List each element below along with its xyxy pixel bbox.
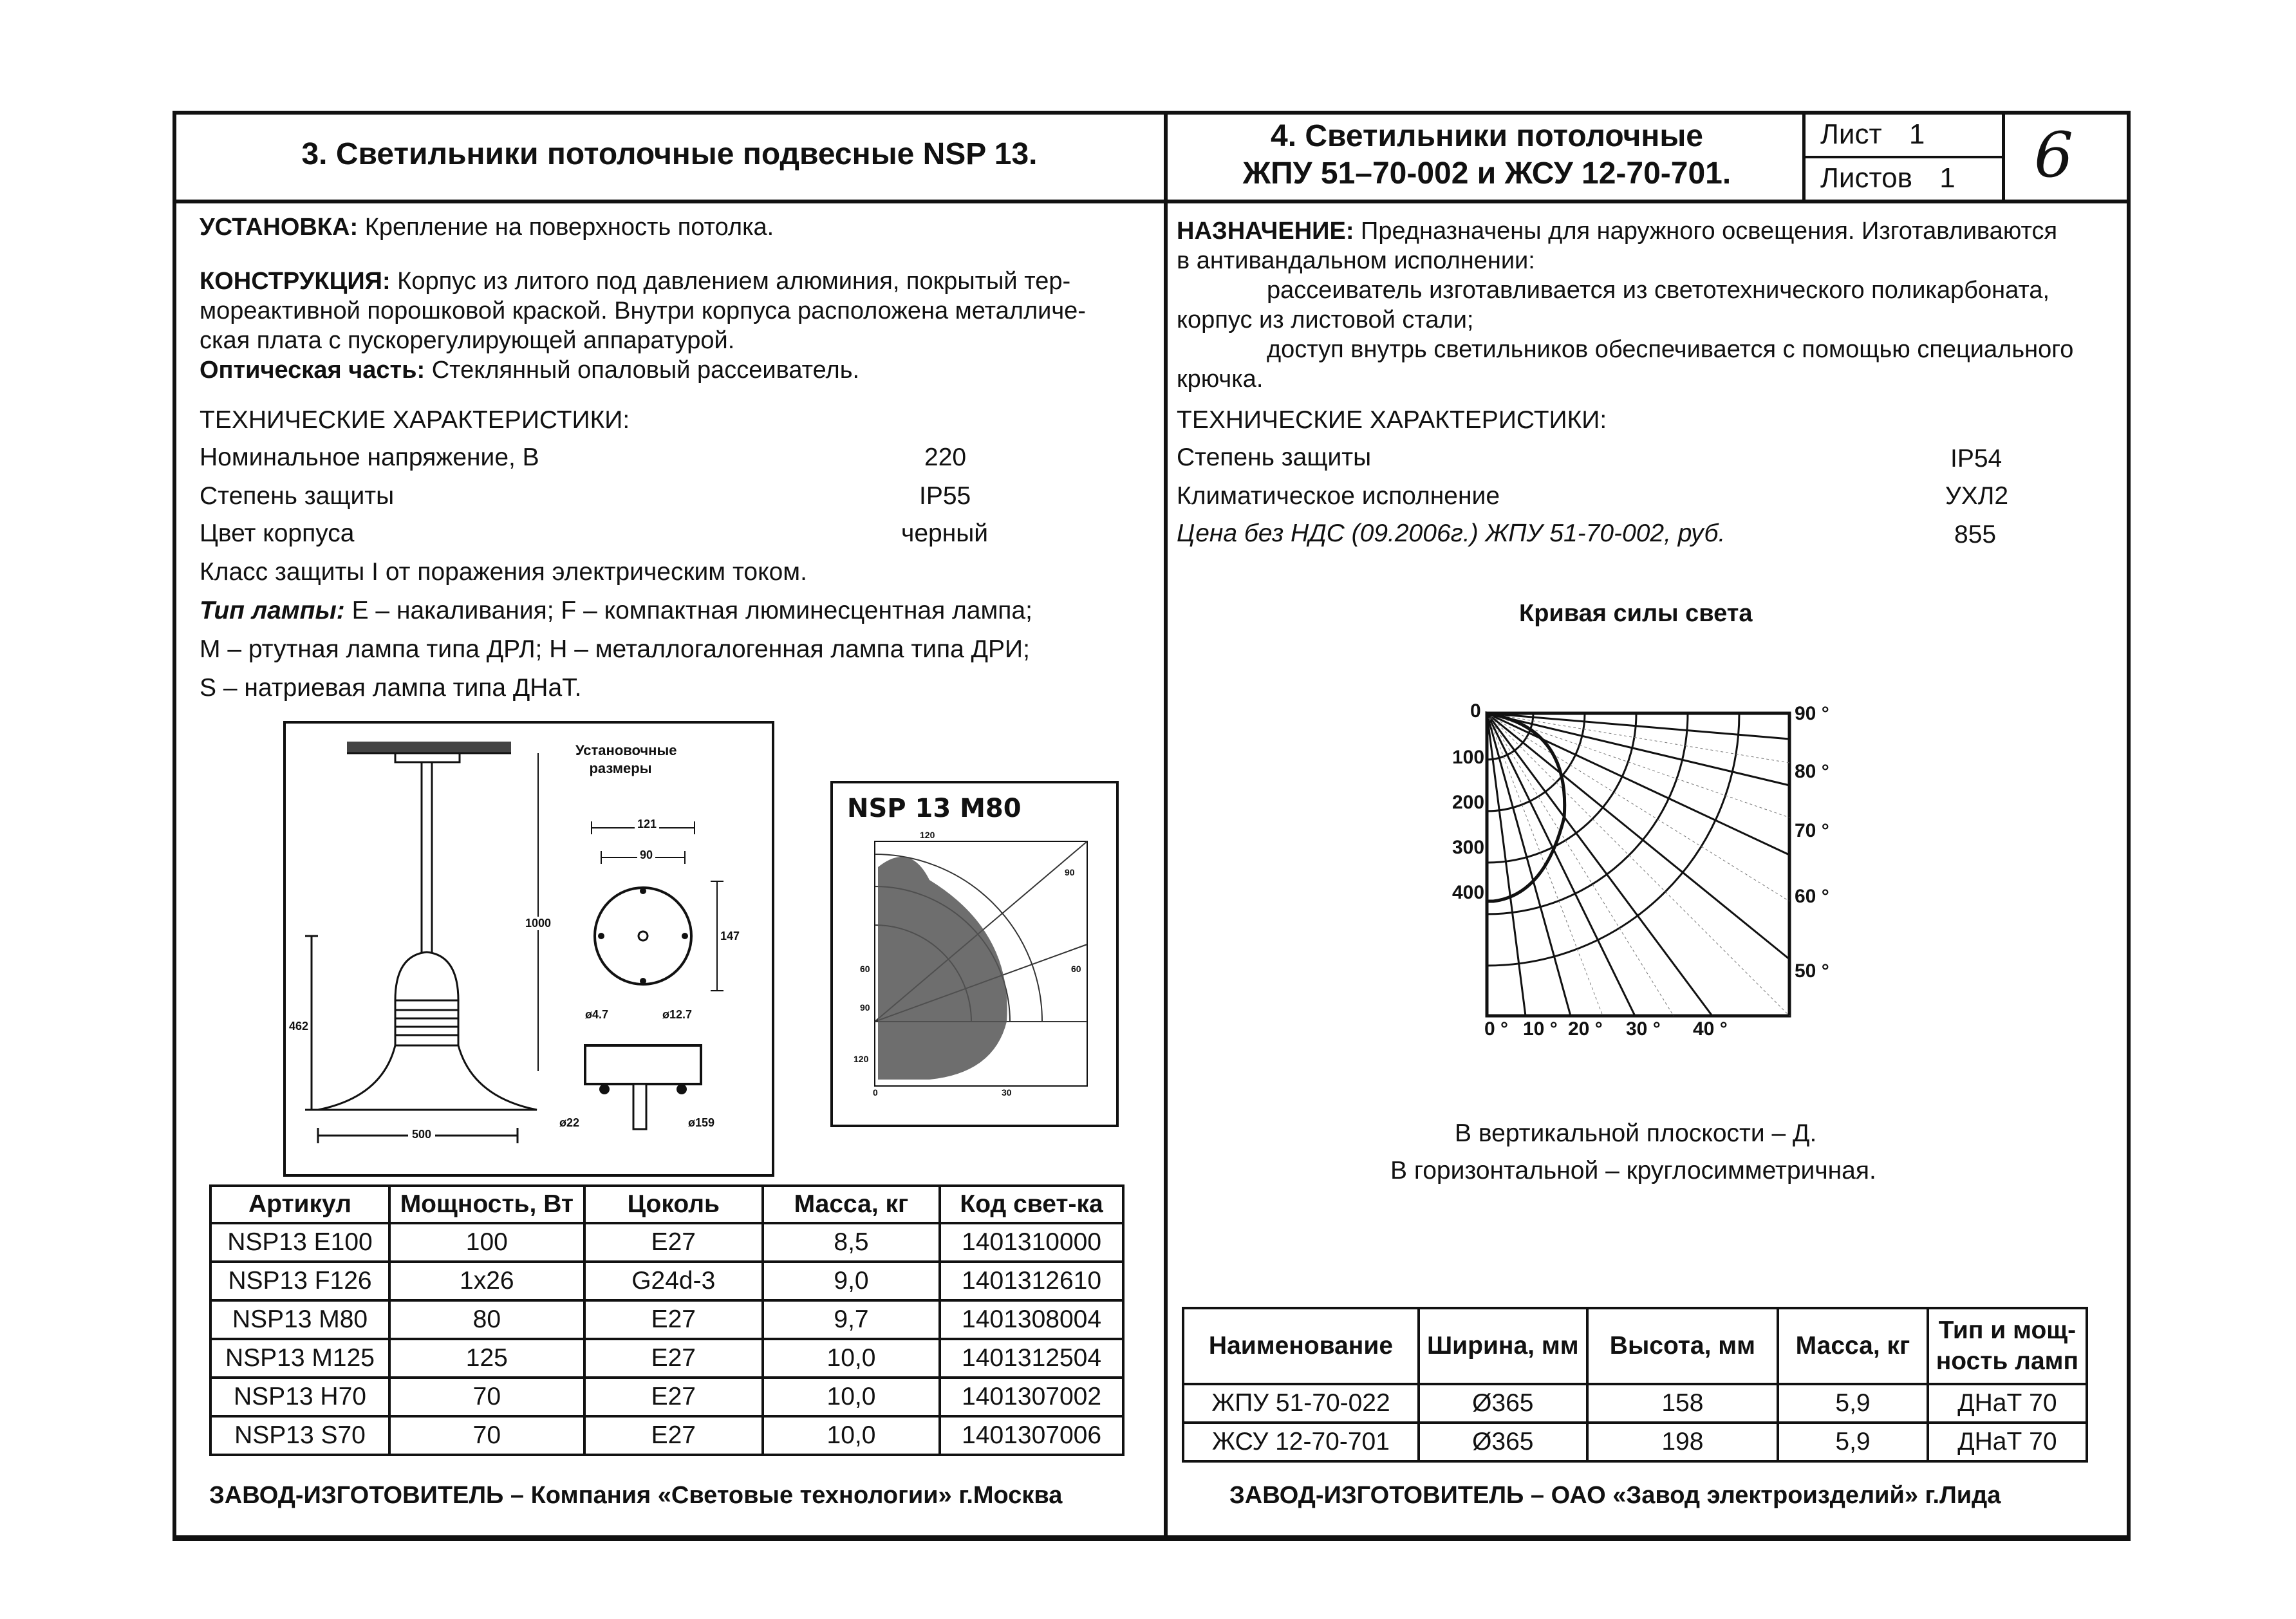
- curve-y-100: 100: [1452, 747, 1485, 768]
- cell: NSP13 M80: [210, 1300, 389, 1339]
- curve-angle-80: 80 °: [1795, 761, 1829, 782]
- left-spec-name-0: Номинальное напряжение, В: [200, 444, 539, 471]
- right-title-line2: ЖПУ 51–70-002 и ЖСУ 12-70-701.: [1242, 156, 1731, 191]
- install-text: Крепление на поверхность потолка.: [358, 214, 774, 241]
- polar-title: NSP 13 M80: [847, 794, 1022, 823]
- construction-paragraph: [200, 267, 1152, 385]
- left-spec-table: [209, 1184, 1125, 1456]
- cell: NSP13 H70: [210, 1378, 389, 1416]
- cell: 125: [389, 1339, 584, 1378]
- purpose-line5: доступ внутрь светильников обеспечивается с помощью специального: [1267, 336, 2074, 363]
- cell: 1401308004: [940, 1300, 1123, 1339]
- table-row: [1183, 1423, 2087, 1461]
- polar-tick-120-left: 120: [854, 1054, 869, 1064]
- vertical-note: В вертикальной плоскости – Д.: [1455, 1119, 1817, 1147]
- dim-147: 147: [720, 930, 740, 942]
- curve-angle-70: 70 °: [1795, 820, 1829, 841]
- right-spec-name-1: Климатическое исполнение: [1177, 482, 1500, 510]
- right-tech-title: ТЕХНИЧЕСКИЕ ХАРАКТЕРИСТИКИ:: [1177, 406, 1607, 434]
- sheet-box-mid: [1802, 156, 2005, 158]
- polar-tick-120-top: 120: [920, 830, 935, 840]
- cell: 198: [1587, 1423, 1778, 1461]
- purpose-line2: в антивандальном исполнении:: [1177, 247, 1535, 274]
- sheets-value: 1: [1939, 162, 1955, 194]
- table-row: [210, 1416, 1123, 1455]
- optic-text: Стеклянный опаловый рассеиватель.: [425, 357, 860, 384]
- purpose-line6: крючка.: [1177, 366, 1264, 393]
- table-row: [1183, 1384, 2087, 1423]
- polar-tick-90-left: 90: [860, 1002, 870, 1013]
- cell: 5,9: [1778, 1423, 1928, 1461]
- price-value: 855: [1954, 521, 1997, 548]
- right-spec-name-0: Степень защиты: [1177, 444, 1372, 471]
- cell: E27: [584, 1300, 763, 1339]
- dim-159: ø159: [688, 1116, 715, 1129]
- right-th-2: Высота, мм: [1587, 1308, 1778, 1384]
- cell: 1401310000: [940, 1223, 1123, 1262]
- left-th-3: Масса, кг: [763, 1186, 940, 1223]
- cell: 1х26: [389, 1262, 584, 1300]
- cell: 1401307006: [940, 1416, 1123, 1455]
- curve-y-300: 300: [1452, 837, 1485, 858]
- curve-title: Кривая силы света: [1519, 600, 1753, 627]
- center-divider: [1164, 111, 1168, 1537]
- polar-tick-60-left: 60: [860, 964, 870, 974]
- sheet-label-text: Лист: [1820, 118, 1882, 150]
- install-label: УСТАНОВКА:: [200, 214, 359, 241]
- sheet-value: 1: [1909, 118, 1925, 150]
- cell: E27: [584, 1223, 763, 1262]
- curve-angle-90: 90 °: [1795, 703, 1829, 724]
- cell: 5,9: [1778, 1384, 1928, 1423]
- right-th-0: Наименование: [1183, 1308, 1419, 1384]
- polar-tick-0-bottom: 0: [873, 1087, 878, 1098]
- right-th-4b: ность ламп: [1936, 1347, 2079, 1375]
- horizontal-note: В горизонтальной – круглосимметричная.: [1390, 1157, 1876, 1184]
- construct-line2: мореактивной порошковой краской. Внутри корпуса расположена металличе-: [200, 297, 1086, 324]
- lamp-label: Тип лампы:: [200, 597, 345, 624]
- cell: 10,0: [763, 1339, 940, 1378]
- purpose-paragraph: [1177, 216, 2116, 394]
- cell: 1401312504: [940, 1339, 1123, 1378]
- cell: 1401312610: [940, 1262, 1123, 1300]
- cell: E27: [584, 1416, 763, 1455]
- lamp-line1: Е – накаливания; F – компактная люминесцентная лампа;: [344, 597, 1032, 624]
- cell: 10,0: [763, 1416, 940, 1455]
- price-text: Цена без НДС (09.2006г.) ЖПУ 51-70-002, руб.: [1177, 519, 1726, 547]
- dim-462: 462: [289, 1020, 309, 1033]
- curve-angle-40: 40 °: [1693, 1018, 1728, 1040]
- right-spec-value-1: УХЛ2: [1945, 482, 2009, 510]
- lamp-types: [200, 596, 1159, 703]
- cell: NSP13 M125: [210, 1339, 389, 1378]
- cell: NSP13 S70: [210, 1416, 389, 1455]
- purpose-line3: рассеиватель изготавливается из светотехнического поликарбоната,: [1267, 277, 2050, 304]
- cell: E27: [584, 1378, 763, 1416]
- curve-angle-60: 60 °: [1795, 886, 1829, 907]
- cell: ДНаТ 70: [1928, 1423, 2087, 1461]
- right-th-4: [1928, 1308, 2087, 1384]
- left-spec-name-2: Цвет корпуса: [200, 519, 355, 547]
- nsp-polar-diagram: [830, 781, 1119, 1127]
- left-spec-name-1: Степень защиты: [200, 482, 395, 510]
- cell: 70: [389, 1416, 584, 1455]
- dim-500: 500: [408, 1128, 435, 1141]
- light-curve-diagram: [1442, 689, 1841, 1049]
- cell: 10,0: [763, 1378, 940, 1416]
- polar-tick-60-right: 60: [1071, 964, 1081, 974]
- construct-line3: ская плата с пускорегулирующей аппаратурой.: [200, 327, 735, 354]
- table-row: [210, 1223, 1123, 1262]
- left-spec-value-2: черный: [901, 519, 989, 547]
- left-tech-title: ТЕХНИЧЕСКИЕ ХАРАКТЕРИСТИКИ:: [200, 406, 630, 434]
- cell: 100: [389, 1223, 584, 1262]
- lamp-line3: S – натриевая лампа типа ДНаТ.: [200, 674, 582, 702]
- cell: ЖПУ 51-70-022: [1183, 1384, 1419, 1423]
- cell: Ø365: [1419, 1423, 1587, 1461]
- left-manufacturer: ЗАВОД-ИЗГОТОВИТЕЛЬ – Компания «Световые технологии» г.Москва: [209, 1482, 1063, 1509]
- cell: E27: [584, 1339, 763, 1378]
- optic-label: Оптическая часть:: [200, 357, 425, 384]
- fixture-drawing: [283, 721, 774, 1177]
- light-curve-svg: [1442, 689, 1841, 1049]
- left-spec-value-0: 220: [924, 444, 967, 471]
- construct-line1: Корпус из литого под давлением алюминия, покрытый тер-: [390, 268, 1071, 295]
- sheets-label: [1820, 164, 1955, 193]
- sheet-label: [1820, 120, 1925, 149]
- right-th-1: Ширина, мм: [1419, 1308, 1587, 1384]
- left-th-0: Артикул: [210, 1186, 389, 1223]
- polar-tick-90-right: 90: [1065, 867, 1075, 877]
- right-th-4a: Тип и мощ-: [1938, 1316, 2077, 1344]
- outer-bottom-line: [173, 1535, 2127, 1539]
- polar-svg: [833, 783, 1116, 1125]
- curve-angle-20: 20 °: [1568, 1018, 1603, 1040]
- install-paragraph: [200, 212, 1152, 242]
- left-th-4: Код свет-ка: [940, 1186, 1123, 1223]
- cell: 158: [1587, 1384, 1778, 1423]
- table-row: [210, 1262, 1123, 1300]
- left-th-2: Цоколь: [584, 1186, 763, 1223]
- curve-y-200: 200: [1452, 792, 1485, 813]
- right-th-3: Масса, кг: [1778, 1308, 1928, 1384]
- right-title-line1: 4. Светильники потолочные: [1271, 119, 1703, 153]
- purpose-line4: корпус из листовой стали;: [1177, 306, 1474, 333]
- cell: 70: [389, 1378, 584, 1416]
- dim-127: ø12.7: [662, 1008, 693, 1021]
- polar-tick-30-bottom: 30: [1002, 1087, 1012, 1098]
- install-sizes-label: Установочные размеры: [575, 742, 677, 776]
- construct-label: КОНСТРУКЦИЯ:: [200, 268, 391, 295]
- curve-angle-50: 50 °: [1795, 960, 1829, 982]
- dim-90: 90: [637, 848, 655, 862]
- lamp-line2: М – ртутная лампа типа ДРЛ; Н – металлогалогенная лампа типа ДРИ;: [200, 635, 1030, 663]
- purpose-line1: Предназначены для наружного освещения. Изготавливаются: [1354, 218, 2058, 245]
- curve-angle-0: 0 °: [1484, 1018, 1509, 1040]
- cell: NSP13 F126: [210, 1262, 389, 1300]
- left-spec-value-1: IP55: [919, 482, 971, 510]
- dim-22: ø22: [559, 1116, 580, 1129]
- cell: 8,5: [763, 1223, 940, 1262]
- cell: NSP13 E100: [210, 1223, 389, 1262]
- curve-angle-30: 30 °: [1626, 1018, 1661, 1040]
- table-row: [210, 1339, 1123, 1378]
- right-spec-value-0: IP54: [1950, 445, 2002, 473]
- table-row: [210, 1378, 1123, 1416]
- cell: 9,0: [763, 1262, 940, 1300]
- fixture-drawing-svg: [286, 724, 772, 1174]
- dim-121: 121: [635, 818, 659, 831]
- cell: 80: [389, 1300, 584, 1339]
- right-spec-table: [1182, 1307, 2088, 1463]
- sheets-label-text: Листов: [1820, 162, 1912, 194]
- page-mark: 6: [2034, 119, 2074, 191]
- left-title: 3. Светильники потолочные подвесные NSP 13.: [301, 137, 1038, 171]
- dim-47: ø4.7: [585, 1008, 609, 1021]
- table-row: [210, 1300, 1123, 1339]
- cell: 1401307002: [940, 1378, 1123, 1416]
- left-th-1: Мощность, Вт: [389, 1186, 584, 1223]
- dim-1000: 1000: [525, 917, 552, 930]
- purpose-label: НАЗНАЧЕНИЕ:: [1177, 218, 1354, 245]
- protection-class: Класс защиты I от поражения электрическим током.: [200, 558, 807, 586]
- cell: 9,7: [763, 1300, 940, 1339]
- curve-angle-10: 10 °: [1523, 1018, 1558, 1040]
- cell: G24d-3: [584, 1262, 763, 1300]
- header-divider: [173, 200, 2127, 203]
- cell: ЖСУ 12-70-701: [1183, 1423, 1419, 1461]
- cell: Ø365: [1419, 1384, 1587, 1423]
- right-manufacturer: ЗАВОД-ИЗГОТОВИТЕЛЬ – ОАО «Завод электроизделий» г.Лида: [1229, 1482, 2001, 1509]
- curve-y-400: 400: [1452, 882, 1485, 903]
- cell: ДНаТ 70: [1928, 1384, 2087, 1423]
- curve-y-0: 0: [1470, 700, 1481, 722]
